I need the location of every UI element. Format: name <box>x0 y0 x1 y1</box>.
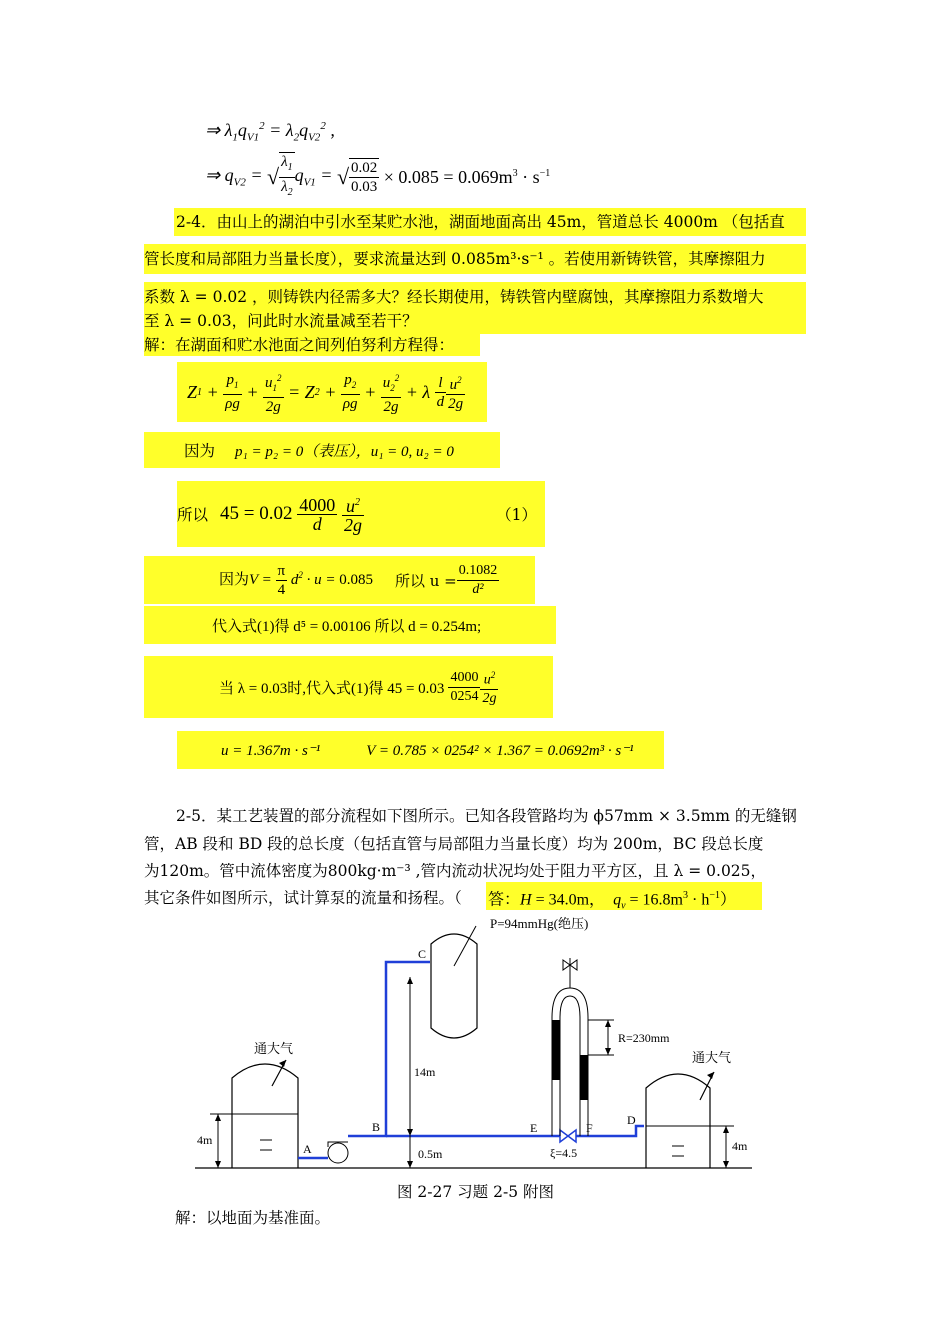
problem-2-5-text-3: 为120m。管中流体密度为800kg·m⁻³ ,管内流动状况均处于阻力平方区，且 λ = 0.025， <box>144 862 767 880</box>
valve <box>560 1130 576 1142</box>
so-label: 所以 <box>177 506 209 524</box>
point-a-label: A <box>303 1142 312 1156</box>
problem-2-4-text-3: 系数 λ = 0.02 ，则铸铁内径需多大？经长期使用，铸铁管内壁腐蚀，其摩擦阻力系数增大 <box>144 288 764 306</box>
because-label: 因为 <box>184 442 216 460</box>
resistance-coefficient: ξ=4.5 <box>550 1146 578 1160</box>
result-box <box>177 731 664 769</box>
vessel-c <box>431 934 477 1038</box>
problem-2-5-text-1: 2-5．某工艺装置的部分流程如下图所示。已知各段管路均为 ϕ57mm × 3.5mm 的无缝钢 <box>176 807 797 825</box>
result-V: V = 0.785 × 0254² × 1.367 = 0.0692m³ · s⁻¹ <box>366 742 634 759</box>
equation-number: （1） <box>496 506 537 524</box>
problem-2-5-text-4: 其它条件如图所示，试计算泵的流量和扬程。（ <box>144 889 462 907</box>
point-c-label: C <box>418 947 427 961</box>
u-so-label: 所以 u = <box>394 571 457 590</box>
u-tube-manometer <box>552 958 588 1136</box>
vent-label-left: 通大气 <box>254 1041 294 1056</box>
vent-label-right: 通大气 <box>692 1050 732 1065</box>
height-0-5m: 0.5m <box>418 1147 443 1161</box>
height-4m-left: 4m <box>197 1133 213 1147</box>
new-lambda-text: 当 λ = 0.03时,代入式(1)得 45 = 0.03 <box>219 680 445 697</box>
new-lambda-box: 当 λ = 0.03时,代入式(1)得 45 = 0.03 $\frac{4000}{0254}$ $\frac{u^2}{2g}$ <box>144 656 553 718</box>
condition-box <box>144 432 500 468</box>
point-f-label: F <box>586 1121 593 1135</box>
point-b-label: B <box>372 1120 381 1134</box>
bernoulli-equation: Z 1 + $\frac{p_1}{\rho g}$ + $\frac{u_1^2}{2g}$ = Z 2 + $\frac{p_2}{\rho g}$ + $\frac{u_2^2}{2g}$ + λ $\frac{l}{d}$ $\frac{u^2}{2g}$ <box>177 362 487 422</box>
equation-1-box <box>177 481 545 547</box>
result-u: u = 1.367m · s⁻¹ <box>221 742 321 759</box>
height-14m: 14m <box>414 1065 436 1079</box>
pump <box>328 1143 348 1163</box>
right-tank <box>646 1072 714 1168</box>
answer-box: 答：H = 34.0m， $q_v = 16.8m^3 \cdot h^{-1}$） <box>486 882 762 910</box>
volume-box: 因为V = $\frac{\pi}{4}$ $d^2 \cdot u = 0.085$ 所以 u = $\frac{0.1082}{\text{d²}}$ <box>144 556 535 604</box>
equation-velocity-ratio: ⇒ $\lambda_1q_{V1}^2 = \lambda_2q_{V2}^2$ , <box>205 120 335 144</box>
solution-intro: 解：在湖面和贮水池面之间列伯努利方程得： <box>144 336 455 354</box>
figure-caption: 图 2-27 习题 2-5 附图 <box>397 1183 554 1201</box>
problem-2-4-text-4: 至 λ = 0.03，问此时水流量减至若干？ <box>144 312 418 330</box>
left-tank <box>232 1060 298 1168</box>
equation-flow-result: ⇒ $q_{V2}$ = √ $\frac{\lambda_1}{\lambda_2}$ $q_{V1}$ = √ $\frac{0.02}{0.03}$ × $0.085 = 0.069m^3 \cdot s^{-1}$ <box>205 152 550 202</box>
process-flow-diagram <box>190 910 770 1175</box>
problem-2-5-text-2: 管，AB 段和 BD 段的总长度（包括直管与局部阻力当量长度）均为 200m，BC 段总长度 <box>144 835 764 853</box>
manometer-reading: R=230mm <box>618 1031 670 1045</box>
condition-equation: p₁ = p₂ = 0（表压），u₁ = 0, u₂ = 0 <box>235 443 454 460</box>
solution-start: 解：以地面为基准面。 <box>175 1209 331 1227</box>
diameter-result: 代入式(1)得 d⁵ = 0.00106 所以 d = 0.254m; <box>212 618 482 635</box>
equation-1: 45 = 0.02 $\frac{4000}{d}$ $\frac{u^2}{2g}$ <box>220 494 362 535</box>
diameter-result-box <box>144 606 556 644</box>
pressure-label: P=94mmHg(绝压) <box>490 916 589 931</box>
height-4m-right: 4m <box>732 1139 748 1153</box>
problem-2-4-text-1: 2-4．由山上的湖泊中引水至某贮水池，湖面地面高出 45m，管道总长 4000m （包括直 <box>176 213 785 231</box>
point-e-label: E <box>530 1121 538 1135</box>
point-d-label: D <box>627 1113 636 1127</box>
problem-2-4-text-2: 管长度和局部阻力当量长度），要求流量达到 0.085m³·s⁻¹ 。若使用新铸铁管，其摩擦阻力 <box>144 250 766 268</box>
